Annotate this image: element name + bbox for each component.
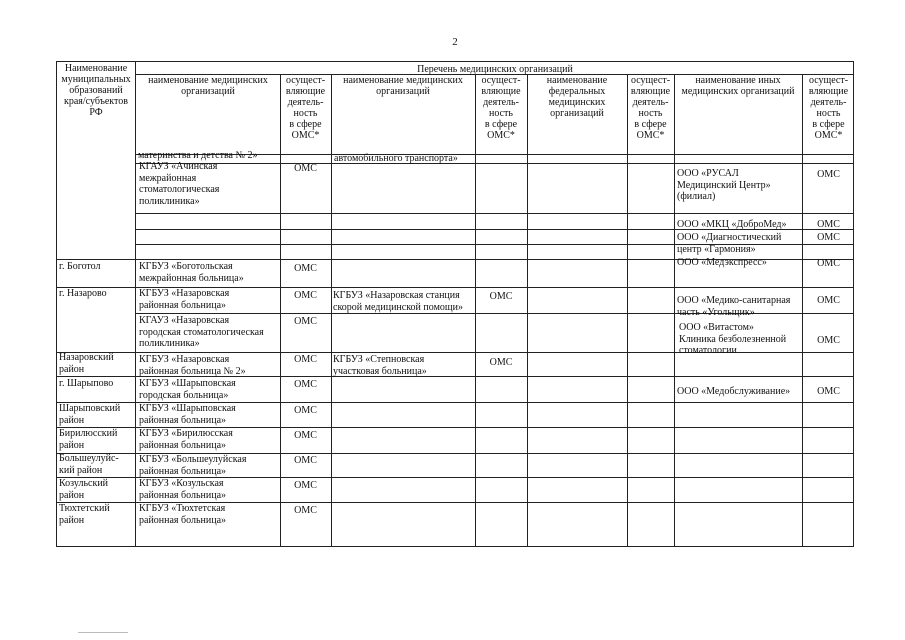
col-divider bbox=[475, 74, 476, 546]
table-cell: КГБУЗ «Назаровская районная больница» bbox=[139, 288, 230, 311]
continuation-col2: материнства и детства № 2» bbox=[138, 150, 258, 161]
medical-organizations-table bbox=[56, 61, 854, 547]
table-cell: ОМС bbox=[817, 335, 840, 346]
table-cell: ОМС bbox=[294, 263, 317, 274]
table-cell: ОМС bbox=[294, 354, 317, 365]
table-cell: ОМС bbox=[489, 291, 513, 302]
table-cell: Большеулуйс- кий район bbox=[59, 453, 119, 476]
table-cell: ОМС bbox=[817, 386, 840, 397]
scan-artifact bbox=[78, 632, 128, 633]
table-cell: КГБУЗ «Большеулуйская районная больница» bbox=[139, 454, 247, 477]
table-cell: ОМС bbox=[489, 357, 513, 368]
table-cell: г. Назарово bbox=[59, 288, 107, 299]
table-cell: Бирилюсский район bbox=[59, 428, 118, 451]
table-cell: КГБУЗ «Назаровская районная больница № 2» bbox=[139, 354, 246, 377]
table-cell: Тюхтетский район bbox=[59, 503, 110, 526]
table-cell: ОМС bbox=[817, 232, 840, 243]
table-cell: ОМС bbox=[817, 295, 840, 306]
table-cell: КГБУЗ «Бирилюсская районная больница» bbox=[139, 428, 233, 451]
table-cell: КГБУЗ «Назаровская станция скорой медицинской помощи» bbox=[333, 290, 463, 313]
table-cell: КГАУЗ «Назаровская городская стоматологическая поликлиника» bbox=[139, 315, 264, 349]
table-cell: КГБУЗ «Боготольская межрайонная больница» bbox=[139, 261, 244, 284]
col-divider bbox=[674, 74, 675, 546]
table-cell: г. Шарыпово bbox=[59, 378, 114, 389]
table-cell: Назаровский район bbox=[59, 352, 114, 375]
row-divider bbox=[135, 163, 853, 164]
col-divider bbox=[802, 74, 803, 546]
table-cell: ООО «Медэкспресс» bbox=[677, 257, 767, 268]
table-cell: ОМС bbox=[294, 480, 317, 491]
table-cell: ООО «Диагностический центр «Гармония» bbox=[677, 232, 782, 255]
table-cell: ОМС bbox=[817, 219, 840, 230]
row-divider bbox=[135, 213, 853, 214]
table-cell: КГБУЗ «Тюхтетская районная больница» bbox=[139, 503, 227, 526]
table-cell: ОМС bbox=[817, 169, 840, 180]
col-divider bbox=[627, 74, 628, 546]
table-cell: г. Боготол bbox=[59, 261, 101, 272]
table-cell: ООО «Витастом» Клиника безболезненной стоматологии bbox=[679, 322, 787, 356]
header-oms-b: осущест- вляющие деятель- ность в сфере ОМС* bbox=[481, 75, 521, 141]
col-divider bbox=[527, 74, 528, 546]
table-cell: ОМС bbox=[294, 163, 317, 174]
table-cell: ОМС bbox=[294, 505, 317, 516]
table-cell: КГБУЗ «Степновская участковая больница» bbox=[333, 354, 427, 377]
table-cell: КГБУЗ «Шарыповская районная больница» bbox=[139, 403, 236, 426]
table-cell: ООО «Медико-санитарная часть «Угольщик» bbox=[677, 295, 791, 318]
header-oms-d: осущест- вляющие деятель- ность в сфере ОМС* bbox=[808, 75, 849, 141]
header-oms-c: осущест- вляющие деятель- ность в сфере ОМС* bbox=[630, 75, 671, 141]
header-col2: наименование медицинских организаций bbox=[148, 75, 268, 97]
page-number: 2 bbox=[452, 36, 458, 48]
table-cell: ОМС bbox=[294, 379, 317, 390]
header-col4: наименование медицинских организаций bbox=[343, 75, 463, 97]
table-cell: ОМС bbox=[294, 455, 317, 466]
col-divider bbox=[280, 74, 281, 546]
table-cell: ООО «МКЦ «ДоброМед» bbox=[677, 219, 787, 230]
table-cell: ОМС bbox=[294, 316, 317, 327]
header-municipality: Наименование муниципальных образований края/субъектов РФ bbox=[61, 63, 131, 118]
col-divider bbox=[135, 62, 136, 546]
table-cell: ООО «РУСАЛ Медицинский Центр» (филиал) bbox=[677, 168, 771, 202]
table-cell: КГАУЗ «Ачинская межрайонная стоматологическая поликлиника» bbox=[139, 161, 220, 207]
table-cell: ОМС bbox=[294, 290, 317, 301]
table-cell: ОМС bbox=[294, 430, 317, 441]
table-cell: Козульский район bbox=[59, 478, 109, 501]
col-divider bbox=[331, 74, 332, 546]
table-cell: КГБУЗ «Шарыповская городская больница» bbox=[139, 378, 236, 401]
table-cell: ООО «Медобслуживание» bbox=[677, 386, 791, 397]
header-oms-a: осущест- вляющие деятель- ность в сфере ОМС* bbox=[285, 75, 326, 141]
table-cell: ОМС bbox=[817, 258, 840, 269]
continuation-col4: автомобильного транспорта» bbox=[334, 153, 458, 164]
header-col6: наименование федеральных медицинских организаций bbox=[546, 75, 608, 119]
table-cell: КГБУЗ «Козульская районная больница» bbox=[139, 478, 227, 501]
table-cell: Шарыповский район bbox=[59, 403, 121, 426]
table-cell: ОМС bbox=[294, 405, 317, 416]
header-group-title: Перечень медицинских организаций bbox=[417, 64, 573, 75]
header-col8: наименование иных медицинских организаций bbox=[681, 75, 795, 97]
